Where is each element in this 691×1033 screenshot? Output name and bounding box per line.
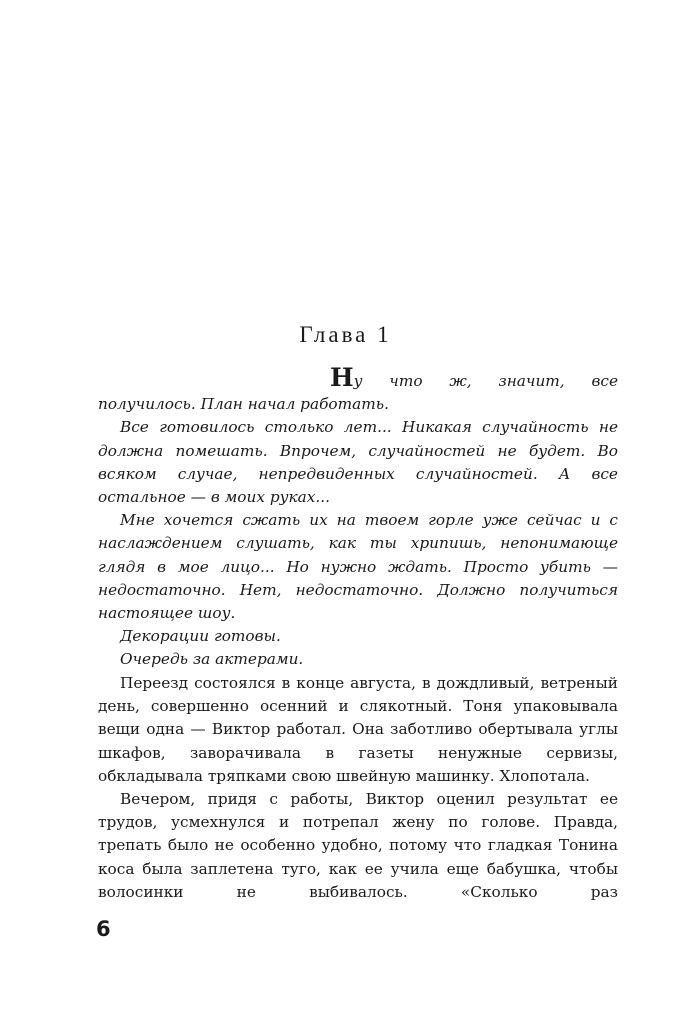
epigraph-paragraph-1: Все готовилось столько лет... Никакая случайность не должна помешать. Впрочем, случайностей не будет. Во всяком случае, непредвиденных случайностей. А все остальное — в моих руках...: [98, 418, 618, 507]
epigraph-paragraph-2: Мне хочется сжать их на твоем горле уже сейчас и с наслаждением слушать, как ты хрипишь, непонимающе глядя в мое лицо... Но нужно ждать. Просто убить — недостаточно. Нет, недостаточно. Должно получиться настоящее шоу.: [98, 511, 618, 623]
epigraph-first-text: у что ж, значит, все получилось. План начал работать.: [98, 372, 618, 414]
epigraph: [98, 363, 618, 672]
page-number: 6: [96, 917, 111, 941]
chapter-title: Глава 1: [299, 322, 392, 347]
epigraph-paragraph-3: Декорации готовы.: [120, 627, 281, 646]
main-text: [98, 672, 618, 904]
main-paragraph-1: Переезд состоялся в конце августа, в дождливый, ветреный день, совершенно осенний и слякотный. Тоня упаковывала вещи одна — Виктор работал. Она заботливо обертывала углы шкафов, заворачивала в газеты ненужные сервизы, обкладывала тряпками свою швейную машинку. Хлопотала.: [98, 674, 618, 785]
epigraph-paragraph-0: [98, 363, 618, 416]
dropcap-letter: Н: [330, 363, 354, 392]
main-paragraph-2: Вечером, придя с работы, Виктор оценил результат ее трудов, усмехнулся и потрепал жену по голове. Правда, трепать было не особенно удобно, потому что гладкая Тонина коса была заплетена туго, как ее учила еще бабушка, чтобы волосинки не выбивалось. «Сколько раз: [98, 790, 618, 901]
epigraph-paragraph-4: Очередь за актерами.: [120, 650, 304, 669]
